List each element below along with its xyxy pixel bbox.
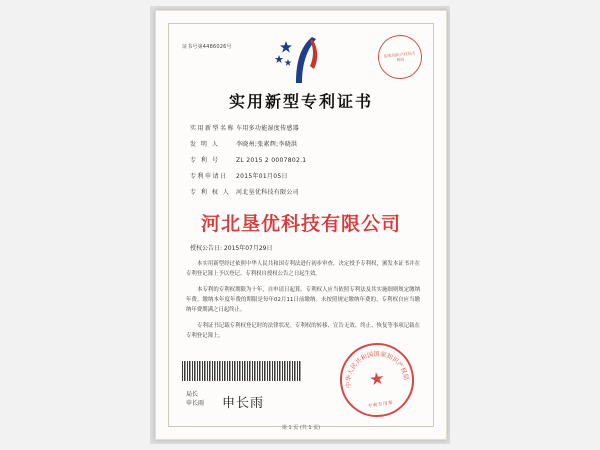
handwritten-signature: 申长雨: [222, 396, 265, 411]
field-row: [190, 171, 416, 180]
red-watermark-company-name: 河北垦优科技有限公司: [200, 213, 401, 235]
grant-announcement-date: 授权公告日: 2015年07月29日: [190, 245, 273, 252]
signature-name-label: 申长雨: [186, 400, 205, 408]
official-seal-stamp: [335, 338, 419, 422]
patent-certificate-page: [155, 10, 447, 440]
field-row: [190, 187, 416, 196]
field-row: [190, 155, 416, 164]
field-value: 河北垦优科技有限公司: [236, 189, 300, 196]
field-label: 专 利 权 人: [190, 189, 231, 196]
field-label: 发 明 人: [190, 141, 220, 148]
official-seal-inner: [337, 340, 416, 419]
svg-text:中华人民共和国国家知识产权局: 中华人民共和国国家知识产权局: [345, 350, 410, 389]
official-seal-bottom-text: 专利专用章: [367, 401, 394, 410]
body-paragraph: 本专利的专利权期限为十年，自申请日起算。专利权人应当依照专利法及其实施细则规定缴纳年费。缴纳本年度年费的期限是每年02月11日前缴纳。未按照规定缴纳年费的，专利权自应当缴纳年费期满之日起终止。: [186, 287, 420, 313]
field-row: [190, 139, 416, 148]
field-value: 李晓州;张素辉;李晓洪: [236, 141, 298, 148]
signature-block: [186, 390, 204, 409]
barcode: [182, 361, 302, 381]
signature-title-label: 局长: [186, 390, 199, 398]
field-label: 专 利 号: [190, 157, 220, 164]
field-value: 车用多功能湿度传感器: [236, 125, 300, 132]
certificate-number: 证书号第4486026号: [182, 44, 232, 50]
field-row: [190, 123, 416, 132]
field-label: 实用新型名称: [190, 125, 236, 132]
page-footer: 第 1 页 (共 1 页): [281, 425, 321, 431]
round-seal-text: 国家知识产权局专利局: [383, 50, 416, 63]
page-title: 实用新型专利证书: [228, 92, 373, 111]
field-label: 专利申请日: [190, 173, 228, 180]
certificate-fields: [190, 123, 416, 203]
body-paragraph: 专利证书记载专利权登记时的法律状况。专利权的转移、宣告无效、终止、恢复等事项记载在专利登记簿上。: [186, 323, 420, 339]
certificate-body-text: [186, 259, 420, 347]
field-value: ZL 2015 2 0007802.1: [236, 157, 307, 164]
field-value: 2015年01月05日: [236, 173, 288, 180]
body-paragraph: 本实用新型经过依照中华人民共和国专利法进行初步审查，决定授予专利权，颁发本证书并在专利登记簿上予以登记。专利权自授权公告之日起生效。: [186, 261, 420, 277]
patent-emblem-icon: [266, 33, 336, 85]
seal-star-icon: ★: [367, 368, 386, 391]
